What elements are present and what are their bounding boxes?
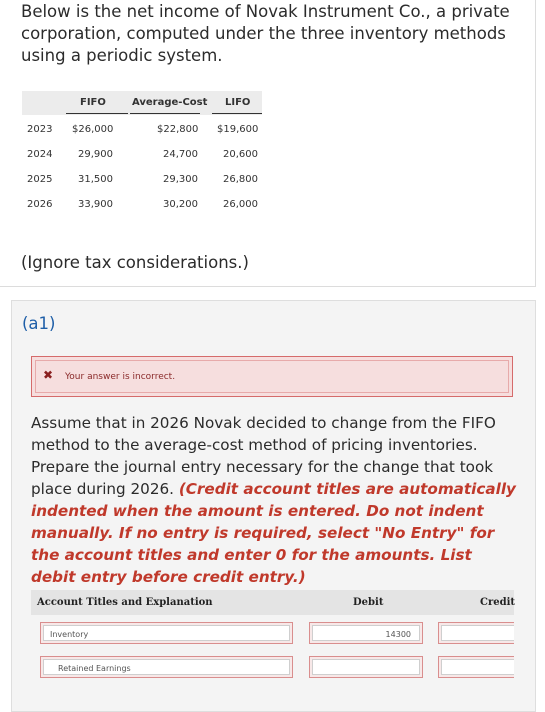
header-average-cost: Average-Cost: [132, 97, 208, 108]
header-underline-fifo: [66, 113, 128, 114]
feedback-message: Your answer is incorrect.: [65, 372, 176, 382]
account-title-value: Retained Earnings: [58, 664, 131, 673]
cell-fifo: 29,900: [78, 149, 113, 160]
header-debit: Debit: [353, 597, 384, 608]
cell-average-cost: $22,800: [157, 124, 199, 135]
tax-note: (Ignore tax considerations.): [21, 253, 249, 272]
cell-fifo: 33,900: [78, 199, 113, 210]
question-text: [31, 412, 517, 588]
debit-input[interactable]: [309, 622, 423, 644]
header-fifo: FIFO: [80, 97, 106, 108]
row-year: 2025: [27, 174, 53, 185]
row-year: 2024: [27, 149, 53, 160]
cell-average-cost: 30,200: [163, 199, 198, 210]
x-icon: ✖: [43, 368, 54, 382]
cell-fifo: 31,500: [78, 174, 113, 185]
debit-value: 14300: [385, 630, 411, 639]
cell-lifo: 26,000: [223, 199, 258, 210]
part-label: (a1): [22, 314, 56, 333]
header-underline-lifo: [212, 113, 262, 114]
account-title-field[interactable]: [40, 622, 293, 644]
credit-input[interactable]: [438, 656, 514, 678]
header-lifo: LIFO: [225, 97, 251, 108]
header-underline-average-cost: [130, 113, 200, 114]
cell-lifo: 26,800: [223, 174, 258, 185]
credit-input[interactable]: [438, 622, 514, 644]
cell-fifo: $26,000: [72, 124, 114, 135]
header-account-titles: Account Titles and Explanation: [37, 597, 213, 608]
header-credit: Credit: [480, 597, 515, 608]
cell-average-cost: 24,700: [163, 149, 198, 160]
debit-input[interactable]: [309, 656, 423, 678]
row-year: 2023: [27, 124, 53, 135]
account-title-value: Inventory: [50, 630, 89, 639]
question-prompt: Assume that in 2026 Novak decided to change from the FIFO method to the average-cost method of pricing inventories. Prepare the journal entry necessary for the change that took place during 2026.: [31, 414, 496, 498]
cell-average-cost: 29,300: [163, 174, 198, 185]
cell-lifo: $19,600: [217, 124, 259, 135]
problem-intro: Below is the net income of Novak Instrument Co., a private corporation, computed under the three inventory methods using a periodic system.: [21, 2, 510, 65]
cell-lifo: 20,600: [223, 149, 258, 160]
row-year: 2026: [27, 199, 53, 210]
account-title-field[interactable]: [40, 656, 293, 678]
question-instruction: (Credit account titles are automatically indented when the amount is entered. Do not indent manually. If no entry is required, select "No Entry" for the account titles and enter 0 for the amounts. List debit entry before credit entry.): [31, 480, 516, 586]
